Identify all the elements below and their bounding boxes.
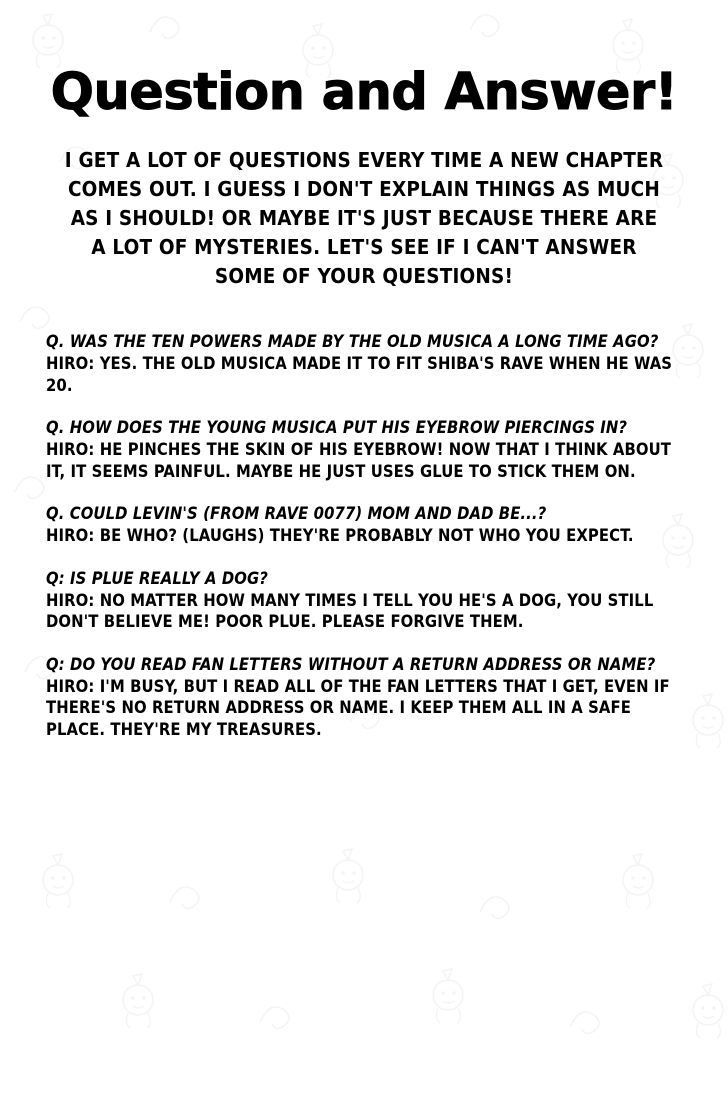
qa-question: Q. HOW DOES THE YOUNG MUSICA PUT HIS EYEBROW PIERCINGS IN? <box>46 418 628 438</box>
qa-question: Q. COULD LEVIN'S (FROM RAVE 0077) MOM AND DAD BE...? <box>46 504 547 524</box>
qa-answer: HIRO: BE WHO? (LAUGHS) THEY'RE PROBABLY NOT WHO YOU EXPECT. <box>46 526 634 546</box>
qa-answer: HIRO: HE PINCHES THE SKIN OF HIS EYEBROW! NOW THAT I THINK ABOUT IT, IT SEEMS PAINFUL. MAYBE HE JUST USES GLUE TO STICK THEM ON. <box>46 440 672 481</box>
qa-question: Q: IS PLUE REALLY A DOG? <box>46 568 268 588</box>
qa-question: Q. WAS THE TEN POWERS MADE BY THE OLD MUSICA A LONG TIME AGO? <box>46 332 659 352</box>
qa-item <box>46 331 682 396</box>
page-title: Question and Answer! <box>50 63 678 122</box>
qa-item <box>46 503 682 547</box>
qa-list <box>46 331 682 740</box>
qa-answer: HIRO: I'M BUSY, BUT I READ ALL OF THE FAN LETTERS THAT I GET, EVEN IF THERE'S NO RETURN ADDRESS OR NAME. I KEEP THEM ALL IN A SAFE PLACE. THEY'RE MY TREASURES. <box>46 676 670 739</box>
qa-item <box>46 654 682 740</box>
qa-item <box>46 568 682 633</box>
qa-answer: HIRO: NO MATTER HOW MANY TIMES I TELL YOU HE'S A DOG, YOU STILL DON'T BELIEVE ME! POOR PLUE. PLEASE FORGIVE THEM. <box>46 590 654 632</box>
qa-item <box>46 417 682 482</box>
qa-question: Q: DO YOU READ FAN LETTERS WITHOUT A RETURN ADDRESS OR NAME? <box>46 654 656 674</box>
qa-answer: HIRO: YES. THE OLD MUSICA MADE IT TO FIT SHIBA'S RAVE WHEN HE WAS 20. <box>46 354 673 395</box>
intro-paragraph: I GET A LOT OF QUESTIONS EVERY TIME A NEW CHAPTER COMES OUT. I GUESS I DON'T EXPLAIN THINGS AS MUCH AS I SHOULD! OR MAYBE IT'S JUST BECAUSE THERE ARE A LOT OF MYSTERIES. LET'S SEE IF I CAN'T ANSWER SOME OF YOUR QUESTIONS! <box>64 147 664 288</box>
